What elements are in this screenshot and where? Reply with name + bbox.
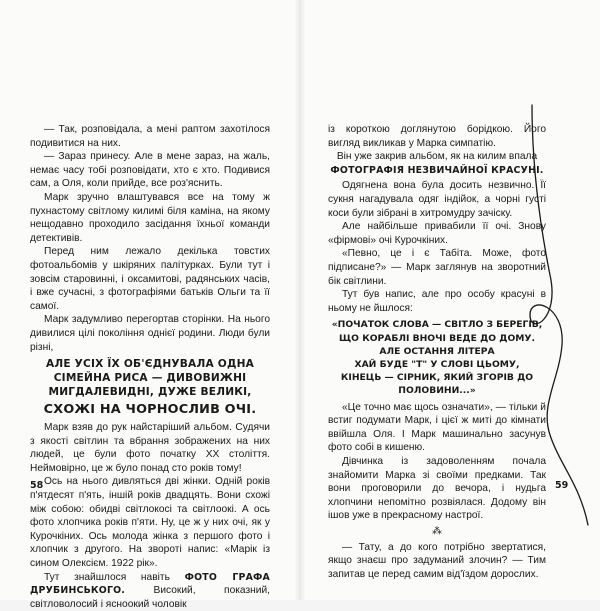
poem-line: ЩО КОРАБЛІ ВНОЧІ ВЕДЕ ДО ДОМУ. (339, 332, 535, 344)
book-gutter (294, 0, 306, 600)
paragraph: Одягнена вона була досить незвично. Її сукня нагадувала одяг індійок, а чорні густі коси були зібрані в хитромудру зачіску. (328, 180, 546, 219)
paragraph: — Тату, а до кого потрібно звертатися, якщо знаєш про задуманий злочин? — Тим запитав це перед самим від'їздом дорослих. (328, 541, 546, 581)
poem-line: КІНЕЦЬ — СІРНИК, ЯКИЙ ЗГОРІВ ДО ПОЛОВИНИ...» (340, 372, 534, 397)
left-text-column (30, 123, 270, 611)
paragraph: Ось на нього дивляться дві жінки. Одній років п'ятдесят п'ять, іншій років двадцять. Вони схожі між собою: обидві світлокосі та світлоокі. А ось фото хлопчика років п'яти. Ну, це ж у них очі, як у Курочкіних. Ось молода жінка з першого фото і хлопчик з другого. На звороті напис: «Марік із сином Олексієм. 1922 рік». (30, 476, 270, 570)
left-page (0, 0, 300, 610)
right-text-column (328, 123, 546, 582)
paragraph: Перед ним лежало декілька товстих фотоальбомів у шкіряних палітурках. Були тут і зовсім старовинні, і оксамитові, радянських часів, і вже сучасні, з фотографіями батьків Ольги та її самої. (30, 246, 270, 312)
section-ornament: ⁂ (432, 525, 442, 537)
paragraph-start: Тут знайшлося навіть (44, 571, 170, 583)
poem-line: АЛЕ ОСТАННЯ ЛІТЕРА (379, 345, 495, 357)
paragraph: — Так, розповідала, а мені раптом захотілося подивитися на них. (30, 124, 270, 149)
paragraph: Тут був напис, але про особу красуні в ньому не йшлося: (328, 289, 546, 314)
highlight-text: АЛЕ УСІХ ЇХ ОБ'ЄДНУВАЛА ОДНА СІМЕЙНА РИСА — ДИВОВИЖНІ МИГДАЛЕВИДНІ, ДУЖЕ ВЕЛИКІ, (45, 358, 255, 399)
paragraph: — Зараз принесу. Але в мене зараз, на жаль, немає часу тобі розповідати, хто є хто. Подивися сам, а Оля, коли прийде, все роз'яснить. (30, 151, 270, 190)
paragraph: «Певно, це і є Табіта. Може, фото підписане?» — Марк заглянув на зворотний бік світлини. (328, 248, 546, 287)
paragraph: Дівчинка із задоволенням почала знайомити Марка зі своїми предками. Так вони проговорили до вечора, і нудьга хлопчини непомітно розвіялася. Додому він ішов уже в прекрасному настрої. (328, 455, 546, 522)
highlight-text-large: СХОЖІ НА ЧОРНОСЛИВ ОЧІ. (43, 402, 257, 418)
paragraph: Марк зручно влаштувався все на тому ж пухнастому світлому килимі біля каміна, на якому нещодавно проходило засідання їхньої команди детективів. (30, 191, 270, 244)
paragraph: Він уже закрив альбом, як на килим впала (336, 151, 538, 163)
inline-highlight: ФОТОГРАФІЯ НЕЗВИЧАЙНОЇ КРАСУНІ. (330, 164, 544, 176)
paragraph: Марк задумливо перегортав сторінки. На нього дивилися цілі покоління однієї родини. Люди були різні, (30, 314, 270, 353)
poem-line: «ПОЧАТОК СЛОВА — СВІТЛО З БЕРЕГІВ, (331, 319, 543, 331)
poem-block (328, 318, 546, 397)
paragraph: Але найбільше привабили її очі. Знову «фірмові» очі Курочкіних. (328, 221, 546, 246)
paragraph-with-highlight (30, 571, 270, 611)
page-number: 59 (555, 480, 569, 491)
poem-line: ХАЙ БУДЕ "Т" У СЛОВІ ЦЬОМУ, (354, 358, 520, 370)
page-number: 58 (30, 480, 44, 491)
highlight-text (328, 164, 546, 178)
paragraph-end: Високий, показний, світловолосий і ясноокий чоловік (30, 585, 270, 610)
paragraph: із короткою доглянутою борідкою. Його вигляд викликав у Марка симпатію. (328, 124, 546, 149)
paragraph: Марк взяв до рук найстаріший альбом. Судячи з якості світлин та вбрання зображених на них людей, це були фото початку XX століття. Неймовірно, це ж було понад сто років тому! (30, 422, 270, 474)
paragraph: «Це точно має щось означати», — тільки й встиг подумати Марк, і цієї ж миті до кімнати ввійшла Оля. І Марк машинально засунув фото собі в кишеню. (328, 401, 546, 454)
inline-highlight: ФОТО ГРАФА ДРУБИНСЬКОГО. (30, 571, 270, 597)
